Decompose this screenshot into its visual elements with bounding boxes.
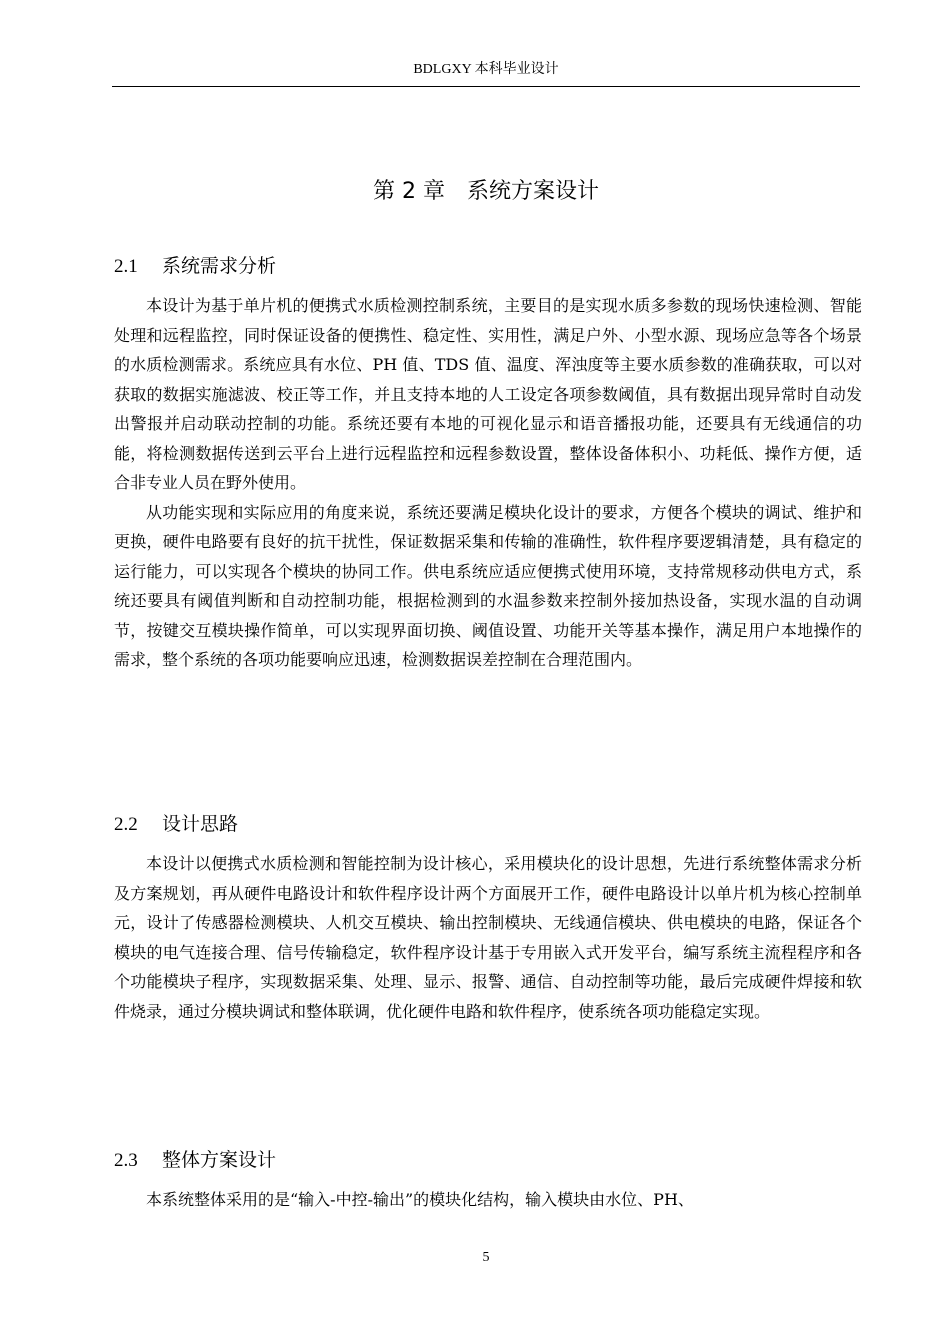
section-title: 整体方案设计 (162, 1149, 277, 1171)
header-rule (112, 86, 860, 87)
chapter-title: 第 2 章 系统方案设计 (373, 179, 599, 204)
section-title: 系统需求分析 (162, 255, 277, 277)
section-body-2-3 (114, 1185, 862, 1215)
paragraph: 本系统整体采用的是“输入-中控-输出”的模块化结构，输入模块由水位、PH、 (146, 1190, 694, 1209)
section-title: 设计思路 (162, 813, 239, 835)
section-number: 2.2 (114, 814, 138, 835)
paragraph: 从功能实现和实际应用的角度来说，系统还要满足模块化设计的要求，方便各个模块的调试、维护和更换，硬件电路要有良好的抗干扰性，保证数据采集和传输的准确性，软件程序要逻辑清楚，具有稳定的运行能力，可以实现各个模块的协同工作。供电系统应适应便携式使用环境，支持常规移动供电方式，系统还要具有阈值判断和自动控制功能，根据检测到的水温参数来控制外接加热设备，实现水温的自动调节，按键交互模块操作简单，可以实现界面切换、阈值设置、功能开关等基本操作，满足用户本地操作的需求，整个系统的各项功能要响应迅速，检测数据误差控制在合理范围内。 (114, 502, 862, 669)
page-number: 5 (482, 1250, 490, 1265)
paragraph: 本设计为基于单片机的便携式水质检测控制系统，主要目的是实现水质多参数的现场快速检测、智能处理和远程监控，同时保证设备的便携性、稳定性、实用性，满足户外、小型水源、现场应急等各个场景的水质检测需求。系统应具有水位、PH 值、TDS 值、温度、浑浊度等主要水质参数的准确获取，可以对获取的数据实施滤波、校正等工作，并且支持本地的人工设定各项参数阈值，具有数据出现异常时自动发出警报并启动联动控制的功能。系统还要有本地的可视化显示和语音播报功能，还要具有无线通信的功能，将检测数据传送到云平台上进行远程监控和远程参数设置，整体设备体积小、功耗低、操作方便，适合非专业人员在野外使用。 (114, 296, 862, 492)
paragraph: 本设计以便携式水质检测和智能控制为设计核心，采用模块化的设计思想，先进行系统整体需求分析及方案规划，再从硬件电路设计和软件程序设计两个方面展开工作，硬件电路设计以单片机为核心控制单元，设计了传感器检测模块、人机交互模块、输出控制模块、无线通信模块、供电模块的电路，保证各个模块的电气连接合理、信号传输稳定，软件程序设计基于专用嵌入式开发平台，编写系统主流程程序和各个功能模块子程序，实现数据采集、处理、显示、报警、通信、自动控制等功能，最后完成硬件焊接和软件烧录，通过分模块调试和整体联调，优化硬件电路和软件程序，使系统各项功能稳定实现。 (114, 854, 862, 1021)
running-header: BDLGXY 本科毕业设计 (413, 62, 559, 77)
section-number: 2.3 (114, 1150, 138, 1171)
section-heading-2-2 (114, 810, 238, 839)
section-number: 2.1 (114, 256, 138, 277)
section-heading-2-3 (114, 1146, 276, 1175)
section-body-2-1 (114, 291, 862, 675)
section-heading-2-1 (114, 252, 276, 281)
section-body-2-2 (114, 849, 862, 1026)
